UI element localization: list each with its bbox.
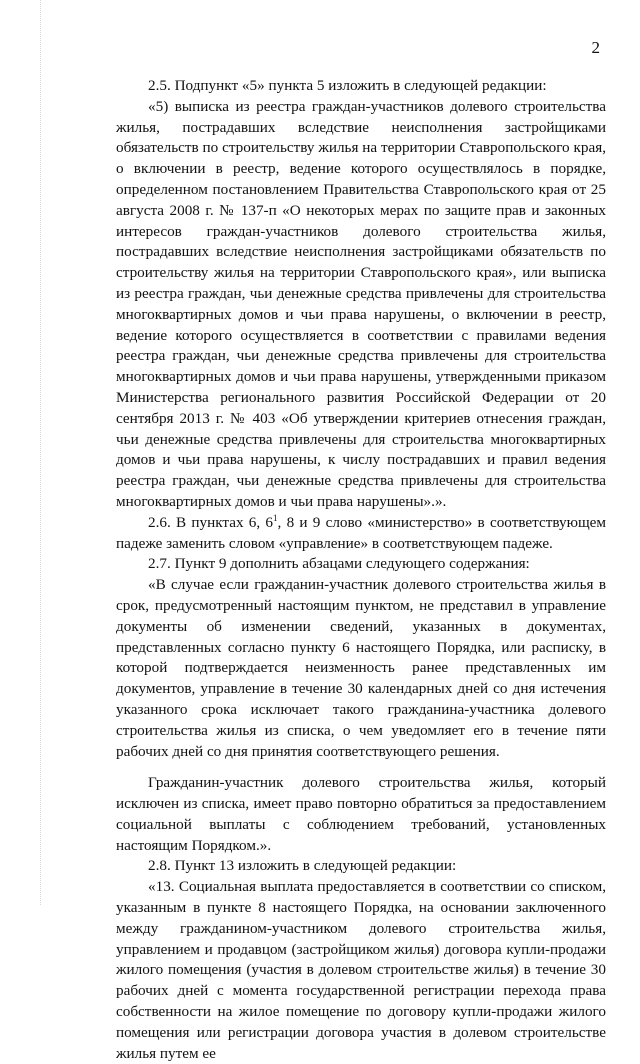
document-body [116,76,606,1064]
paragraph-point-9-addition: «В случае если гражданин-участник долевого строительства жилья в срок, предусмотренный настоящим пунктом, не представил в управление документы об изменении сведений, указанных в документах, представленных согласно пункту 6 настоящего Порядка, или расписку, в которой подтверждается неизменность ранее представленных им документов, управление в течение 30 календарных дней со дня истечения указанного срока исключает такого гражданина-участника долевого строительства жилья из списка, о чем уведомляет его в течение пяти рабочих дней со дня принятия соответствующего решения. [116,576,606,760]
paragraph-excluded-citizen: Гражданин-участник долевого строительства жилья, который исключен из списка, имеет право повторно обратиться за предоставлением социальной выплаты с соблюдением требований, установленных настоящим Порядком.». [116,774,606,854]
paragraph-2-8: 2.8. Пункт 13 изложить в следующей редакции: [148,857,457,875]
paragraph-2-5: 2.5. Подпункт «5» пункта 5 изложить в следующей редакции: [148,77,547,94]
paragraph-2-6-end: , 8 и 9 слово «министерство» в соответствующем падеже заменить словом «управление» в соответствующем падеже. [116,513,606,552]
paragraph-2-7: 2.7. Пункт 9 дополнить абзацами следующего содержания: [148,555,530,573]
paragraph-2-6-start: 2.6. В пунктах 6, 6 [148,513,274,531]
paragraph-subpoint-5-text: «5) выписка из реестра граждан-участников долевого строительства жилья, пострадавших вследствие неисполнения застройщиками обязательств по строительству жилья на территории Ставропольского края, о включении в реестр, ведение которого осуществлялось в порядке, определенном постановлением Правительства Ставропольского края от 25 августа 2008 г. № 137-п «О некоторых мерах по защите прав и законных интересов граждан-участников долевого строительства жилья, пострадавших вследствие неисполнения застройщиками обязательств по строительству жилья на территории Ставропольского края», или выписка из реестра граждан, чьи денежные средства привлечены для строительства многоквартирных домов и чьи права нарушены, о включении в реестр, ведение которого осуществляется в соответствии с правилами ведения реестра граждан, чьи денежные средства привлечены для строительства многоквартирных домов и чьи права нарушены, утвержденными приказом Министерства регионального развития Российской Федерации от 20 сентября 2013 г. № 403 «Об утверждении критериев отнесения граждан, чьи денежные средства привлечены для строительства многоквартирных домов и чьи права нарушены, к числу пострадавших и правил ведения реестра граждан, чьи денежные средства привлечены для строительства многоквартирных домов и чьи права нарушены».». [116,97,606,510]
superscript-one: 1 [273,512,278,523]
paragraph-2-6 [116,513,606,555]
page-number: 2 [591,38,600,57]
scan-edge-mark [40,0,42,905]
paragraph-point-13-text: «13. Социальная выплата предоставляется в соответствии со списком, указанным в пункте 8 настоящего Порядка, на основании заключенного между гражданином-участником долевого строительства жилья, управлением и продавцом (застройщиком жилья) договора купли-продажи жилого помещения (участия в долевом строительстве жилья) в течение 30 рабочих дней с момента государственной регистрации перехода права собственности на жилое помещение по договору купли-продажи жилого помещения или регистрации договора участия в долевом строительстве жилья путем ее [116,878,606,1062]
